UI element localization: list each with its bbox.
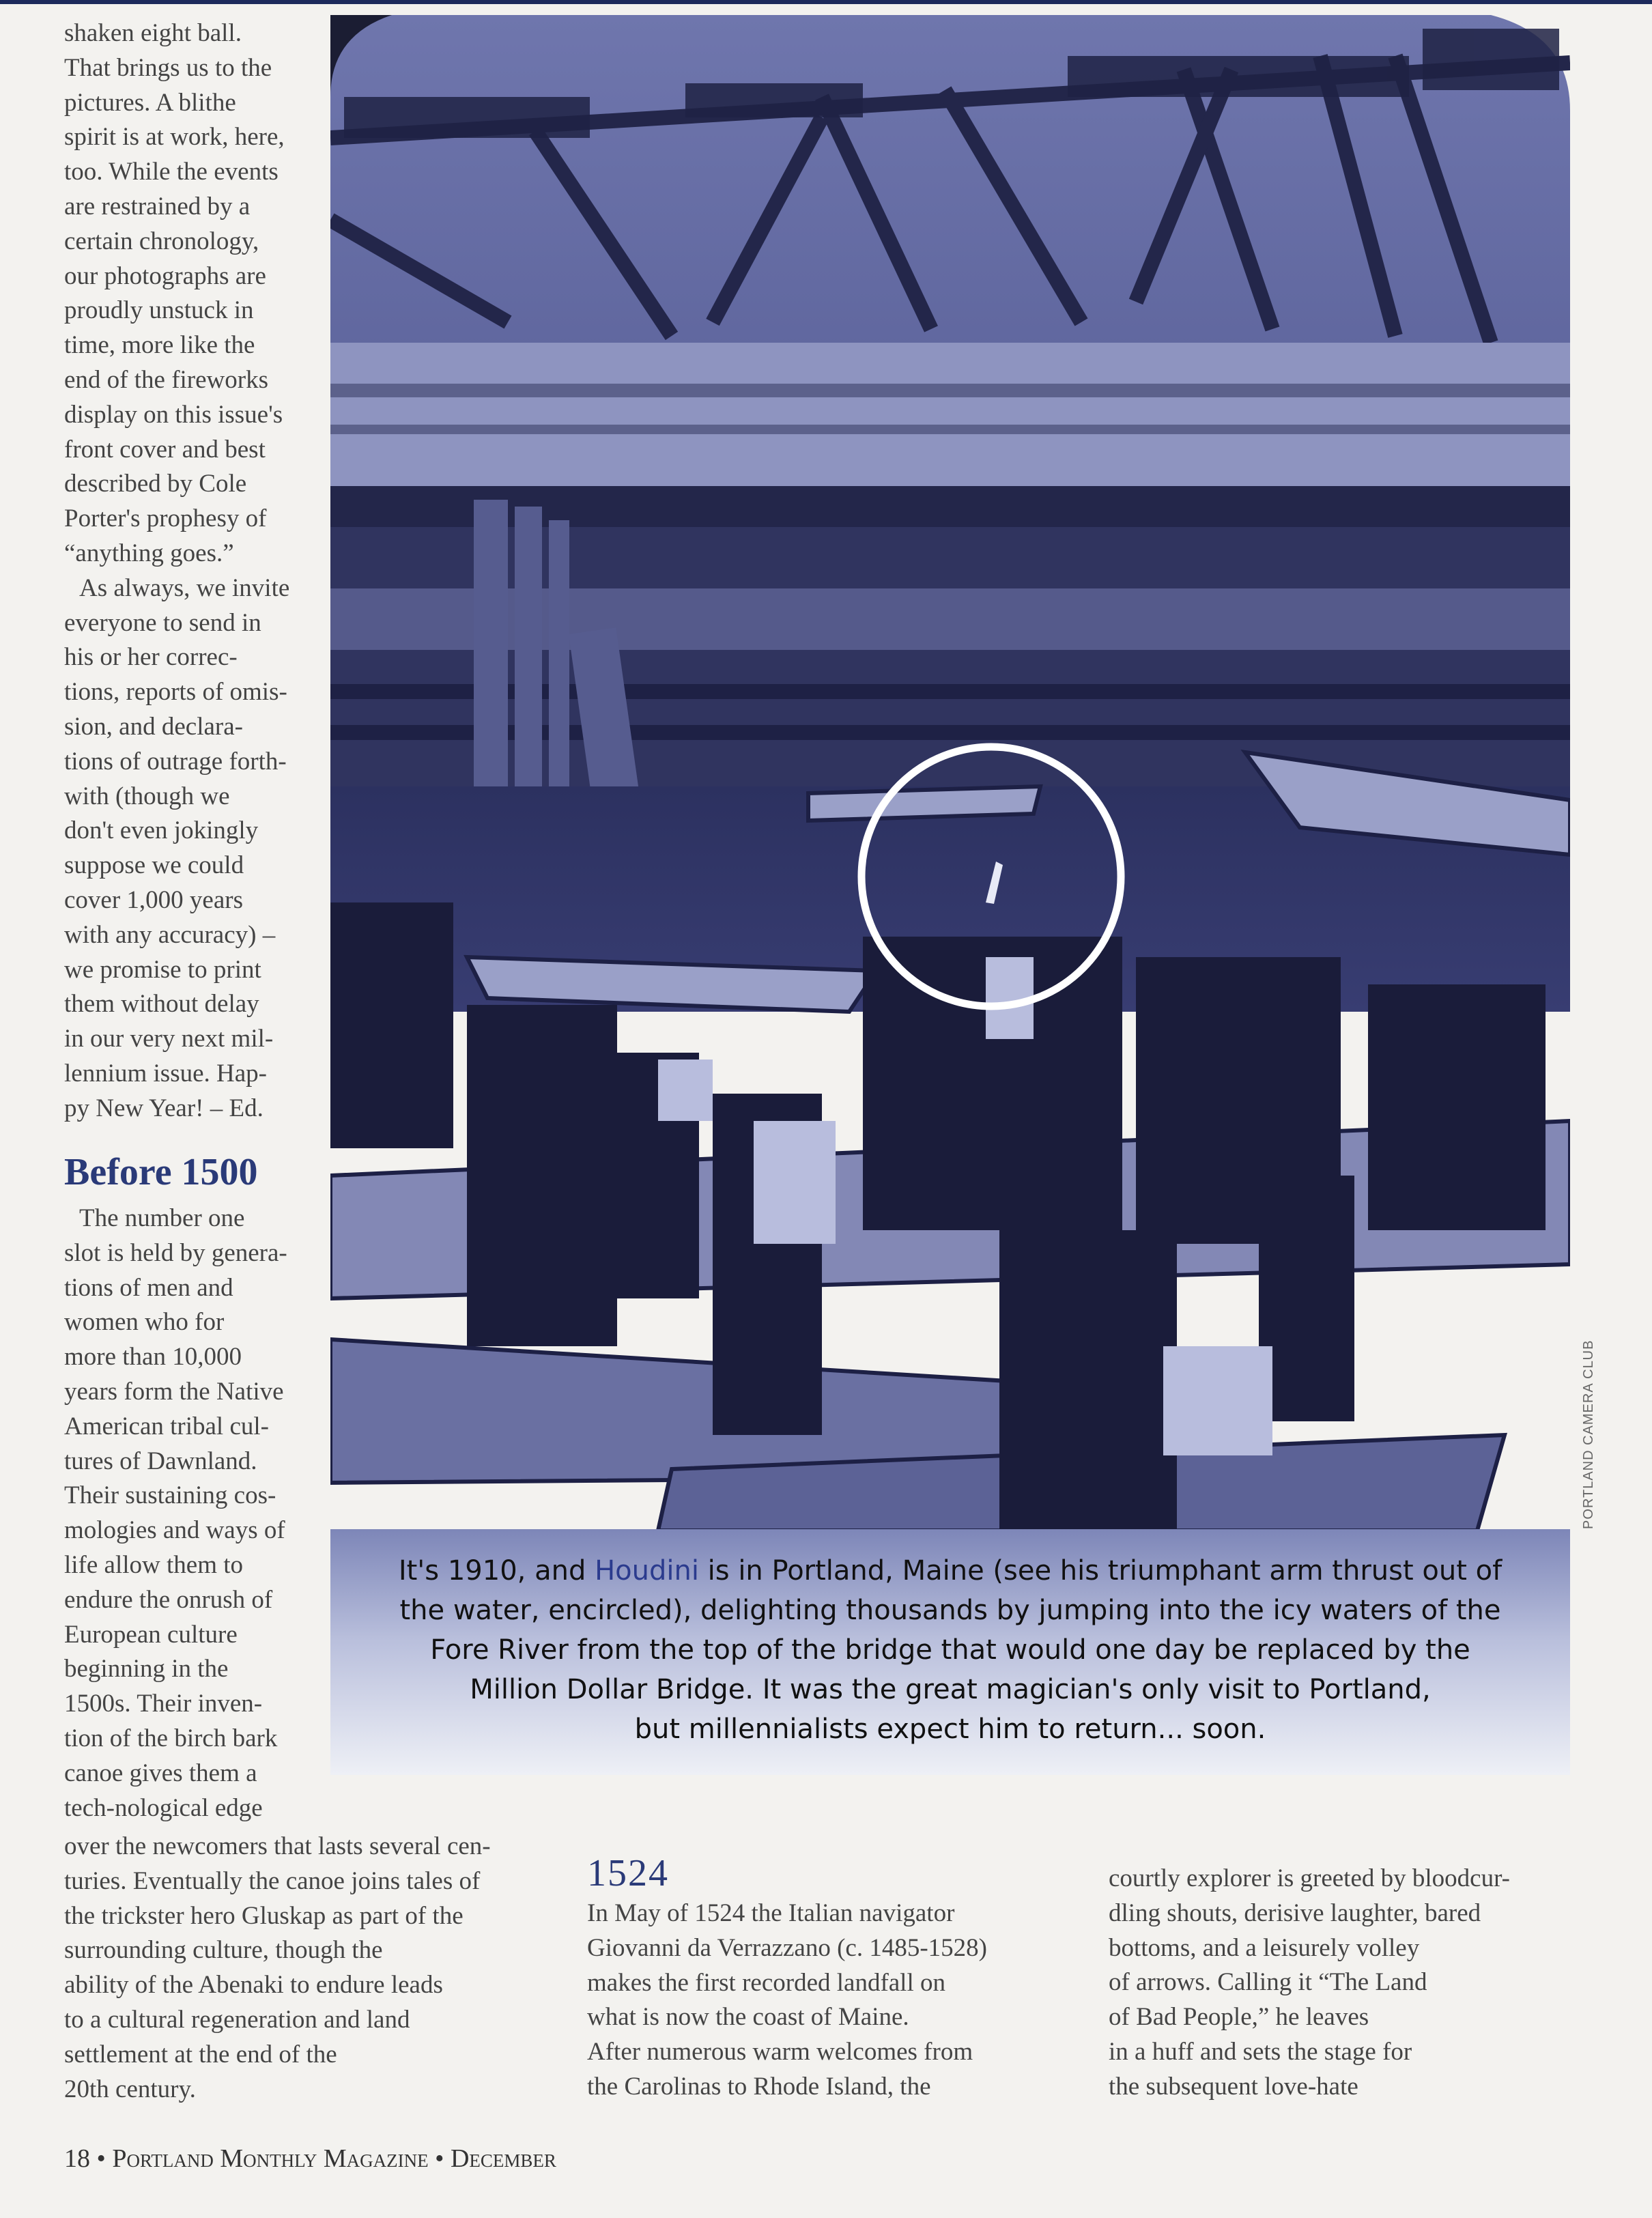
issue-month: December <box>450 2144 556 2173</box>
caption-line: It's 1910, and Houdini is in Portland, Maine (see his triumphant arm thrust out of <box>398 1555 1503 1587</box>
text-line: in a huff and sets the stage for <box>1109 2037 1412 2066</box>
text-line: women who for <box>64 1308 225 1337</box>
text-line: tion of the birch bark <box>64 1724 278 1752</box>
text-line: with any accuracy) – <box>64 920 276 949</box>
text-line: cover 1,000 years <box>64 885 243 914</box>
caption-line: the water, encircled), delighting thousands by jumping into the icy waters of the <box>399 1595 1501 1626</box>
text-line: the Carolinas to Rhode Island, the <box>587 2072 931 2101</box>
text-line: py New Year! – Ed. <box>64 1094 264 1122</box>
text-line: endure the onrush of <box>64 1585 273 1614</box>
photo-credit: PORTLAND CAMERA CLUB <box>1581 1339 1596 1529</box>
text-line: turies. Eventually the canoe joins tales of <box>64 1866 481 1895</box>
magazine-name: Portland Monthly Magazine <box>112 2144 429 2173</box>
section-heading-1524: 1524 <box>587 1852 669 1894</box>
text-line: too. While the events <box>64 158 279 186</box>
before-1500-text <box>64 1202 365 1825</box>
caption-line: Fore River from the top of the bridge that would one day be replaced by the <box>430 1634 1470 1666</box>
text-line: slot is held by genera- <box>64 1238 287 1267</box>
crowd-on-bridge <box>330 343 1570 486</box>
page-number: 18 <box>64 2144 90 2173</box>
photo-caption <box>330 1529 1570 1775</box>
text-line: surrounding culture, though the <box>64 1936 383 1965</box>
text-line: don't even jokingly <box>64 816 259 845</box>
text-line: sion, and declara- <box>64 712 243 741</box>
section-heading-before-1500: Before 1500 <box>64 1151 258 1193</box>
text-line: everyone to send in <box>64 608 261 637</box>
text-line: proudly unstuck in <box>64 296 254 325</box>
text-line: tures of Dawnland. <box>64 1447 257 1475</box>
text-line: described by Cole <box>64 470 247 498</box>
text-line: we promise to print <box>64 955 261 984</box>
text-line: After numerous warm welcomes from <box>587 2038 973 2066</box>
text-line: 20th century. <box>64 2075 196 2103</box>
text-line: certain chronology, <box>64 227 259 255</box>
text-line: Giovanni da Verrazzano (c. 1485-1528) <box>587 1933 987 1962</box>
text-line: more than 10,000 <box>64 1343 242 1371</box>
text-line: tions, reports of omis- <box>64 678 287 707</box>
text-line: end of the fireworks <box>64 365 268 394</box>
text-line: front cover and best <box>64 435 266 464</box>
text-line: tions of outrage forth- <box>64 747 287 776</box>
text-line: of arrows. Calling it “The Land <box>1109 1968 1427 1997</box>
text-line: in our very next mil- <box>64 1025 274 1053</box>
page-footer <box>64 2144 556 2174</box>
1524-text-col1 <box>587 1896 1065 2105</box>
text-line: life allow them to <box>64 1550 244 1579</box>
text-line: with (though we <box>64 782 230 810</box>
text-line: years form the Native <box>64 1377 284 1406</box>
text-line: In May of 1524 the Italian navigator <box>587 1899 955 1927</box>
text-line: what is now the coast of Maine. <box>587 2003 909 2032</box>
1524-text-col2 <box>1109 1862 1586 2105</box>
text-line: display on this issue's <box>64 400 283 429</box>
text-line: European culture <box>64 1620 238 1649</box>
text-line: them without delay <box>64 990 259 1019</box>
text-line: suppose we could <box>64 851 244 880</box>
text-line: the subsequent love-hate <box>1109 2072 1358 2101</box>
text-line: are restrained by a <box>64 192 251 221</box>
text-line: his or her correc- <box>64 643 238 672</box>
text-line: pictures. A blithe <box>64 88 236 117</box>
text-line: lennium issue. Hap- <box>64 1059 267 1087</box>
caption-line: but millennialists expect him to return... soon. <box>634 1714 1266 1745</box>
text-line: our photographs are <box>64 261 266 290</box>
text-line: dling shouts, derisive laughter, bared <box>1109 1899 1481 1927</box>
text-line: makes the first recorded landfall on <box>587 1968 945 1997</box>
text-line: ability of the Abenaki to endure leads <box>64 1971 443 2000</box>
caption-line: Million Dollar Bridge. It was the great magician's only visit to Portland, <box>470 1674 1431 1705</box>
text-line: “anything goes.” <box>64 539 234 567</box>
text-line: bottoms, and a leisurely volley <box>1109 1933 1420 1962</box>
text-line: tech-nological edge <box>64 1793 263 1822</box>
footer-separator: • <box>435 2144 444 2173</box>
text-line: tions of men and <box>64 1273 233 1302</box>
intro-column <box>64 16 310 1126</box>
text-line: Their sustaining cos- <box>64 1481 276 1510</box>
text-line: The number one <box>79 1204 245 1232</box>
text-line: Porter's prophesy of <box>64 504 267 533</box>
text-line: spirit is at work, here, <box>64 123 285 152</box>
text-line: That brings us to the <box>64 53 272 82</box>
photo-illustration <box>330 15 1570 1531</box>
top-rule <box>0 0 1652 4</box>
text-line: courtly explorer is greeted by bloodcur- <box>1109 1864 1510 1892</box>
text-line: the trickster hero Gluskap as part of the <box>64 1901 464 1930</box>
text-line: shaken eight ball. <box>64 19 242 47</box>
footer-separator: • <box>96 2144 106 2173</box>
text-line: beginning in the <box>64 1655 229 1683</box>
text-line: mologies and ways of <box>64 1516 285 1545</box>
houdini-photo <box>330 15 1570 1531</box>
text-line: 1500s. Their inven- <box>64 1690 263 1718</box>
text-line: canoe gives them a <box>64 1759 257 1787</box>
text-line: American tribal cul- <box>64 1412 269 1440</box>
text-line: As always, we invite <box>79 573 290 602</box>
houdini-name: Houdini <box>595 1555 699 1587</box>
text-line: over the newcomers that lasts several cen- <box>64 1832 491 1860</box>
text-line: to a cultural regeneration and land <box>64 2005 410 2034</box>
text-line: time, more like the <box>64 331 255 360</box>
text-line: settlement at the end of the <box>64 2040 337 2068</box>
text-line: of Bad People,” he leaves <box>1109 2003 1369 2032</box>
before-1500-continued <box>64 1830 556 2107</box>
